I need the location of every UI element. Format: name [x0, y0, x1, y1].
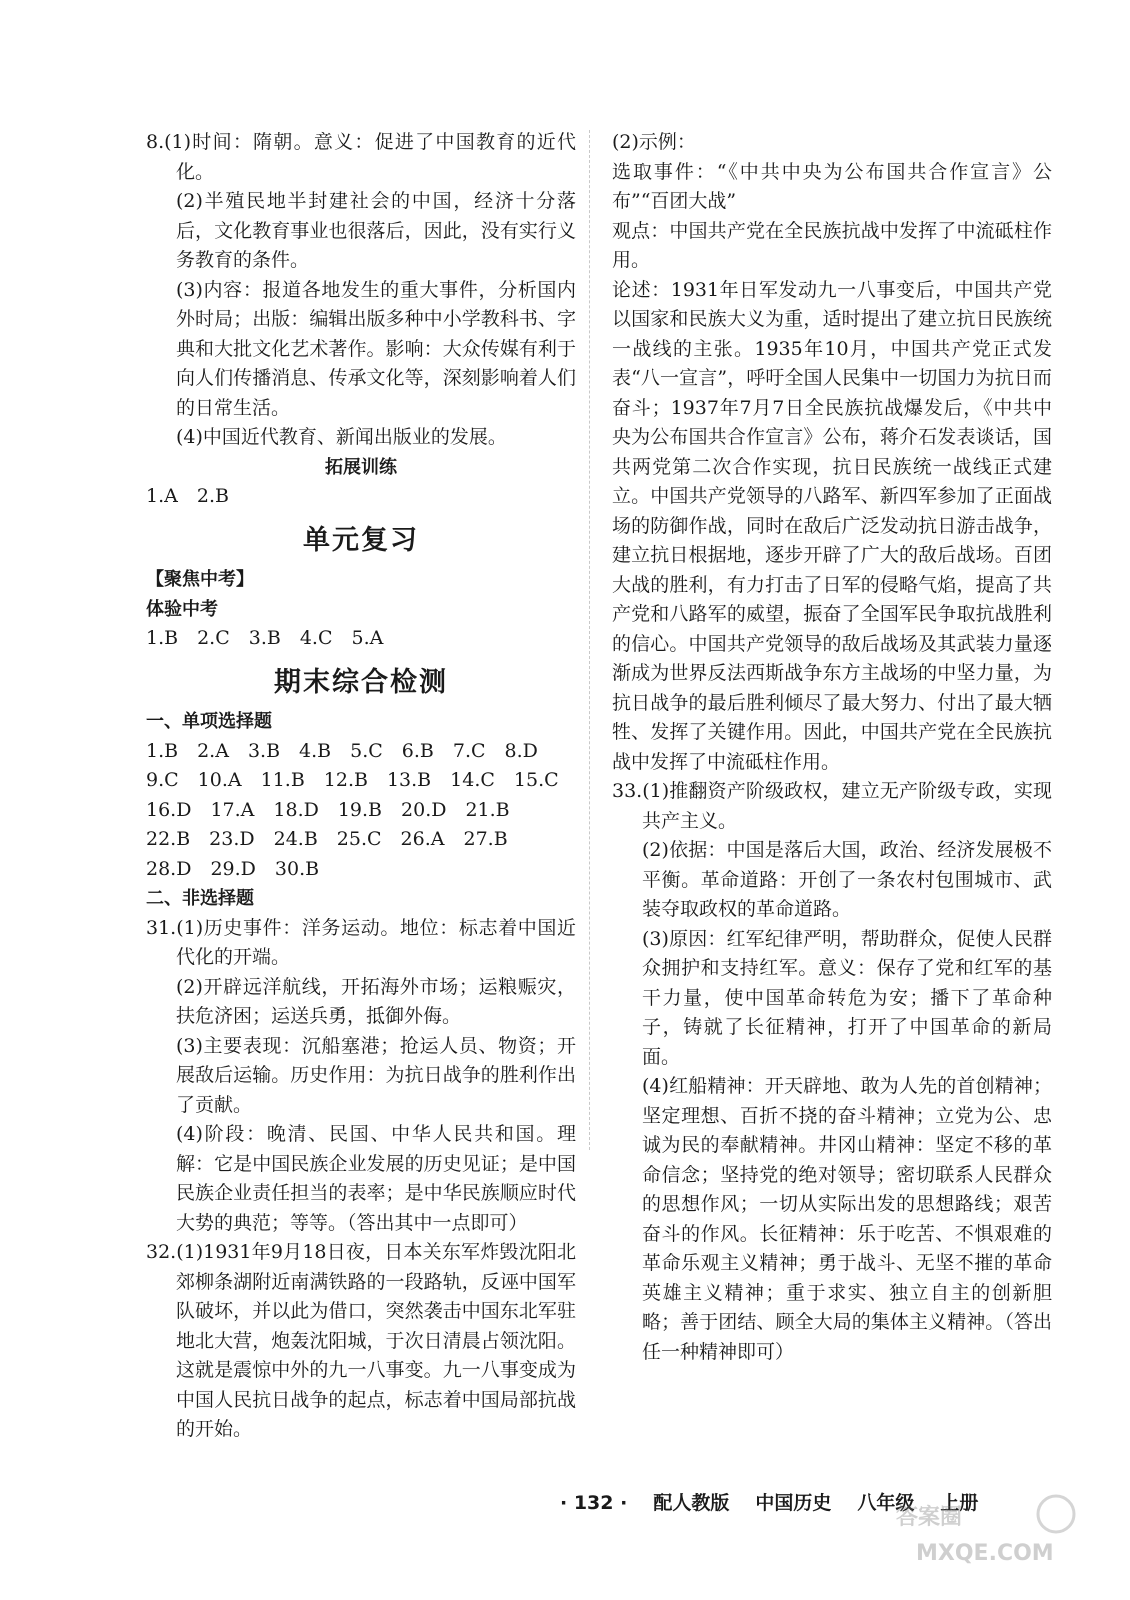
- answer-31-3: (3)主要表现：沉船塞港；抢运人员、物资；开展敌后运输。历史作用：为抗日战争的胜利作出了贡献。: [176, 1034, 576, 1116]
- answer-8-3: (3)内容：报道各地发生的重大事件，分析国内外时局；出版：编辑出版多种中小学教科书、字典和大批文化艺术著作。影响：大众传媒有利于向人们传播消息、传承文化等，深刻影响着人们的日常生活。: [176, 278, 576, 419]
- answer-31-2: (2)开辟远洋航线，开拓海外市场；运粮赈灾，扶危济困；运送兵勇，抵御外侮。: [176, 975, 576, 1027]
- watermark-text-bottom: MXQE.COM: [916, 1541, 1054, 1566]
- tiyan-answers: 1.B 2.C 3.B 4.C 5.A: [146, 627, 384, 649]
- single-choice-label: 一、单项选择题: [146, 711, 272, 732]
- answer-32-1: 32.(1)1931年9月18日夜，日本关东军炸毁沈阳北郊柳条湖附近南满铁路的一段路轨，反诬中国军队破坏，并以此为借口，突然袭击中国东北军驻地北大营，炮轰沈阳城，于次日清晨占领沈阳。这就是震惊中外的九一八事变。九一八事变成为中国人民抗日战争的起点，标志着中国局部抗战的开始。: [146, 1241, 576, 1440]
- answer-32-2-label: (2)示例：: [612, 131, 696, 153]
- final-exam-title: 期末综合检测: [274, 666, 448, 698]
- volume-label: 上册: [940, 1492, 979, 1514]
- answer-31-1: 31.(1)历史事件：洋务运动。地位：标志着中国近代化的开端。: [146, 916, 576, 968]
- edition-label: 配人教版: [653, 1492, 730, 1514]
- answer-32-2-viewpoint: 观点：中国共产党在全民族抗战中发挥了中流砥柱作用。: [612, 219, 1052, 271]
- subject-label: 中国历史: [755, 1492, 832, 1514]
- non-choice-label: 二、非选择题: [146, 888, 254, 909]
- answer-8-4: (4)中国近代教育、新闻出版业的发展。: [176, 426, 507, 448]
- grade-label: 八年级: [857, 1492, 915, 1514]
- single-choice-row: 28.D 29.D 30.B: [146, 857, 320, 880]
- left-column: [146, 128, 576, 1445]
- unit-review-title: 单元复习: [303, 524, 419, 556]
- tiyan-label: 体验中考: [146, 598, 218, 620]
- answer-8-1: 8.(1)时间：隋朝。意义：促进了中国教育的近代化。: [146, 131, 576, 183]
- single-choice-row: 1.B 2.A 3.B 4.B 5.C 6.B 7.C 8.D: [146, 739, 538, 762]
- right-column: [612, 128, 1052, 1367]
- page-number: · 132 ·: [560, 1492, 628, 1514]
- answer-33-3: (3)原因：红军纪律严明，帮助群众，促使人民群众拥护和支持红军。意义：保存了党和红军的基干力量，使中国革命转危为安；播下了革命种子，铸就了长征精神，打开了中国革命的新局面。: [642, 927, 1052, 1068]
- answer-33-2: (2)依据：中国是落后大国，政治、经济发展极不平衡。革命道路：开创了一条农村包围城市、武装夺取政权的革命道路。: [642, 839, 1052, 920]
- tuozhan-heading: 拓展训练: [325, 456, 397, 478]
- answer-32-2-argument: 论述：1931年日军发动九一八事变后，中国共产党以国家和民族大义为重，适时提出了建立抗日民族统一战线的主张。1935年10月，中国共产党正式发表“八一宣言”，呼吁全国人民集中一切国力为抗日而奋斗；1937年7月7日全民族抗战爆发后，《中共中央为公布国共合作宣言》公布，蒋介石发表谈话，国共两党第二次合作实现，抗日民族统一战线正式建立。中国共产党领导的八路军、新四军参加了正面战场的防御作战，同时在敌后广泛发动抗日游击战争，建立抗日根据地，逐步开辟了广大的敌后战场。百团大战的胜利，有力打击了日军的侵略气焰，提高了共产党和八路军的威望，振奋了全国军民争取抗战胜利的信心。中国共产党领导的敌后战场及其武装力量逐渐成为世界反法西斯战争东方主战场的中坚力量，为抗日战争的最后胜利倾尽了最大努力、付出了最大牺牲、发挥了关键作用。因此，中国共产党在全民族抗战中发挥了中流砥柱作用。: [612, 278, 1052, 773]
- answer-8-2: (2)半殖民地半封建社会的中国，经济十分落后，文化教育事业也很落后，因此，没有实行义务教育的条件。: [176, 190, 576, 271]
- answer-31-4: (4)阶段：晚清、民国、中华人民共和国。理解：它是中国民族企业发展的历史见证；是中国民族企业责任担当的表率；是中华民族顺应时代大势的典范；等等。（答出其中一点即可）: [176, 1123, 576, 1234]
- focus-label: 【聚焦中考】: [146, 569, 254, 590]
- watermark-text-top: 答案圈: [896, 1505, 963, 1530]
- single-choice-row: 9.C 10.A 11.B 12.B 13.B 14.C 15.C: [146, 769, 559, 791]
- answer-32-2-event: 选取事件：“《中共中央为公布国共合作宣言》公布”“百团大战”: [612, 160, 1052, 212]
- column-divider: [589, 130, 590, 1150]
- watermark-circle-icon: [1038, 1496, 1074, 1532]
- answer-33-1: 33.(1)推翻资产阶级政权，建立无产阶级专政，实现共产主义。: [612, 780, 1052, 832]
- single-choice-row: 22.B 23.D 24.B 25.C 26.A 27.B: [146, 828, 508, 850]
- single-choice-row: 16.D 17.A 18.D 19.B 20.D 21.B: [146, 798, 510, 821]
- answer-33-4: (4)红船精神：开天辟地、敢为人先的首创精神；坚定理想、百折不挠的奋斗精神；立党为公、忠诚为民的奉献精神。井冈山精神：坚定不移的革命信念；坚持党的绝对领导；密切联系人民群众的思想作风；一切从实际出发的思想路线；艰苦奋斗的作风。长征精神：乐于吃苦、不惧艰难的革命乐观主义精神；勇于战斗、无坚不摧的革命英雄主义精神；重于求实、独立自主的创新胆略；善于团结、顾全大局的集体主义精神。（答出任一种精神即可）: [642, 1075, 1052, 1363]
- watermark-logo: [886, 1490, 1086, 1570]
- tuozhan-answers: 1.A 2.B: [146, 485, 229, 507]
